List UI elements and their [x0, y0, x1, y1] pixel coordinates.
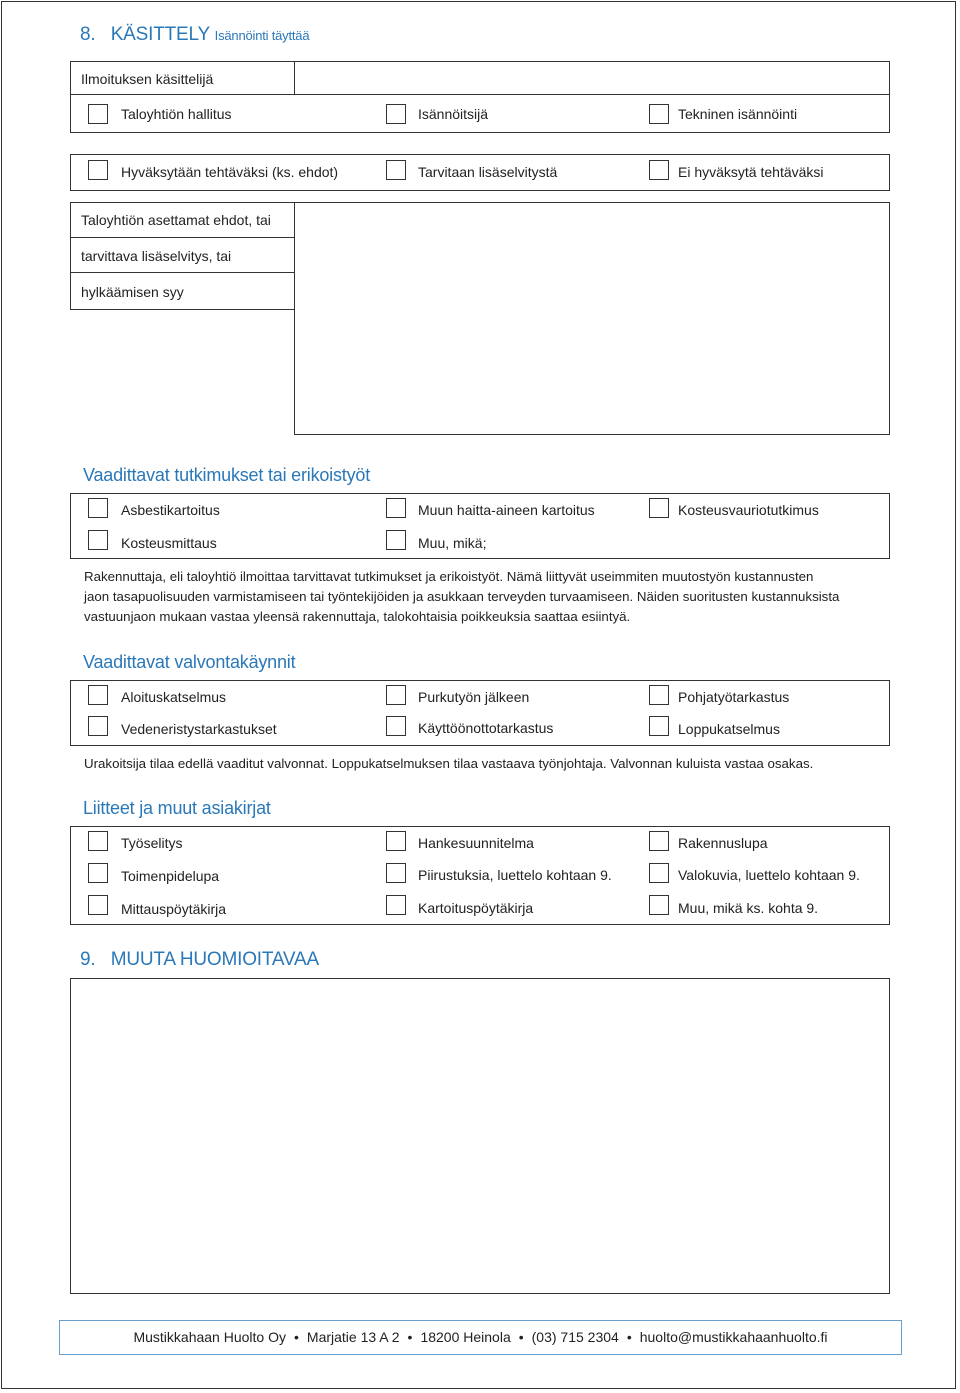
attachments-title: Liitteet ja muut asiakirjat [83, 798, 271, 818]
option-label: Työselitys [121, 835, 183, 851]
option-label: Asbestikartoitus [121, 502, 220, 518]
option-label: Hankesuunnitelma [418, 835, 534, 851]
checkbox-aloituskatselmus[interactable] [88, 685, 108, 705]
footer-separator: • [626, 1329, 632, 1345]
checkbox-ei-hyvaksyta[interactable] [649, 160, 669, 180]
option-label: Toimenpidelupa [121, 868, 220, 884]
option-label: Tarvitaan lisäselvitystä [418, 164, 558, 180]
checkbox-toimenpidelupa[interactable] [88, 863, 108, 883]
footer-city: 18200 Heinola [420, 1329, 511, 1345]
footer-separator: • [294, 1329, 299, 1345]
option-label: Pohjatyötarkastus [678, 689, 790, 705]
option-label: Kartoituspöytäkirja [418, 900, 534, 916]
checkbox-hyvaksytaan[interactable] [88, 160, 108, 180]
checkbox-isannoitsija[interactable] [386, 104, 406, 124]
footer-address: Marjatie 13 A 2 [306, 1329, 400, 1345]
section-8-heading [80, 23, 309, 48]
footer-company: Mustikkahaan Huolto Oy [133, 1329, 286, 1345]
option-label: Aloituskatselmus [121, 689, 227, 705]
option-label: Muun haitta-aineen kartoitus [418, 502, 595, 518]
checkbox-kayttoonottotarkastus[interactable] [386, 716, 406, 736]
checkbox-piirustuksia[interactable] [386, 863, 406, 883]
option-label: Mittauspöytäkirja [121, 901, 227, 917]
option-label: Ei hyväksytä tehtäväksi [678, 164, 824, 180]
checkbox-mittauspoytakirja[interactable] [88, 895, 108, 915]
checkbox-asbestikartoitus[interactable] [88, 498, 108, 518]
footer-phone: (03) 715 2304 [531, 1329, 619, 1345]
studies-note-line: jaon tasapuolisuuden varmistamiseen tai työntekijöiden ja asukkaan terveyden turvaamiseen. Näiden suoritusten kustannuksista [84, 589, 840, 604]
studies-note-line: Rakennuttaja, eli taloyhtiö ilmoittaa tarvittavat tutkimukset ja erikoistyöt. Nämä liittyvät useimmiten muutostyön kustannusten [84, 569, 814, 584]
section-9-textarea[interactable] [70, 978, 890, 1294]
option-label: Käyttöönottotarkastus [418, 720, 554, 736]
handler-input[interactable] [294, 61, 890, 96]
option-label: Purkutyön jälkeen [418, 689, 530, 705]
section-9-number: 9. [80, 949, 96, 970]
option-label: Tekninen isännöinti [678, 106, 798, 122]
studies-title: Vaadittavat tutkimukset tai erikoistyöt [83, 465, 370, 485]
option-label: Taloyhtiön hallitus [121, 106, 232, 122]
checkbox-loppukatselmus[interactable] [649, 716, 669, 736]
footer-separator: • [407, 1329, 413, 1345]
checkbox-kartoituspoytakirja[interactable] [386, 895, 406, 915]
handler-label: Ilmoituksen käsittelijä [81, 71, 214, 87]
inspections-note: Urakoitsija tilaa edellä vaaditut valvonnat. Loppukatselmuksen tilaa vastaava työnjohtaja. Valvonnan kuluista vastaa osakas. [84, 756, 814, 771]
checkbox-kosteusvauriotutkimus[interactable] [649, 498, 669, 518]
option-label: Rakennuslupa [678, 835, 768, 851]
checkbox-tyoselitys[interactable] [88, 831, 108, 851]
conditions-label: hylkäämisen syy [81, 284, 184, 300]
checkbox-kosteusmittaus[interactable] [88, 530, 108, 550]
option-label: Vedeneristystarkastukset [121, 721, 277, 737]
checkbox-rakennuslupa[interactable] [649, 831, 669, 851]
checkbox-purkutyon-jalkeen[interactable] [386, 685, 406, 705]
option-label: Piirustuksia, luettelo kohtaan 9. [418, 867, 612, 883]
checkbox-pohjatyotarkastus[interactable] [649, 685, 669, 705]
checkbox-muu-mika[interactable] [386, 530, 406, 550]
conditions-textarea[interactable] [294, 202, 890, 435]
option-label: Muu, mikä ks. kohta 9. [678, 900, 819, 916]
section-9-title: MUUTA HUOMIOITAVAA [110, 949, 319, 970]
checkbox-muun-haitta-aineen-kartoitus[interactable] [386, 498, 406, 518]
section-8-subtitle: Isännöinti täyttää [214, 28, 310, 43]
section-8-number: 8. [80, 24, 96, 45]
conditions-label: Taloyhtiön asettamat ehdot, tai [81, 212, 271, 228]
checkbox-muu-mika-ks-kohta-9[interactable] [649, 895, 669, 915]
inspections-title: Vaadittavat valvontakäynnit [83, 652, 296, 672]
checkbox-valokuvia[interactable] [649, 863, 669, 883]
checkbox-taloyhtion-hallitus[interactable] [88, 104, 108, 124]
option-label: Valokuvia, luettelo kohtaan 9. [678, 867, 860, 883]
option-label: Kosteusmittaus [121, 535, 217, 551]
option-label: Isännöitsijä [418, 106, 489, 122]
checkbox-tekninen-isannointi[interactable] [649, 104, 669, 124]
option-label: Loppukatselmus [678, 721, 780, 737]
footer [59, 1320, 902, 1355]
option-label: Kosteusvauriotutkimus [678, 502, 819, 518]
checkbox-vedeneristystarkastukset[interactable] [88, 716, 108, 736]
section-8-title: KÄSITTELY [110, 24, 210, 45]
footer-email[interactable]: huolto@mustikkahaanhuolto.fi [639, 1329, 828, 1345]
checkbox-hankesuunnitelma[interactable] [386, 831, 406, 851]
conditions-label: tarvittava lisäselvitys, tai [81, 248, 232, 264]
studies-note-line: vastuunjaon mukaan vastaa yleensä rakennuttaja, talokohtaisia poikkeuksia saattaa esiintyä. [84, 609, 631, 624]
option-label: Muu, mikä; [418, 535, 487, 551]
checkbox-tarvitaan-lisaselvitysta[interactable] [386, 160, 406, 180]
footer-separator: • [518, 1329, 524, 1345]
section-9-heading [80, 948, 319, 972]
option-label: Hyväksytään tehtäväksi (ks. ehdot) [121, 164, 339, 180]
